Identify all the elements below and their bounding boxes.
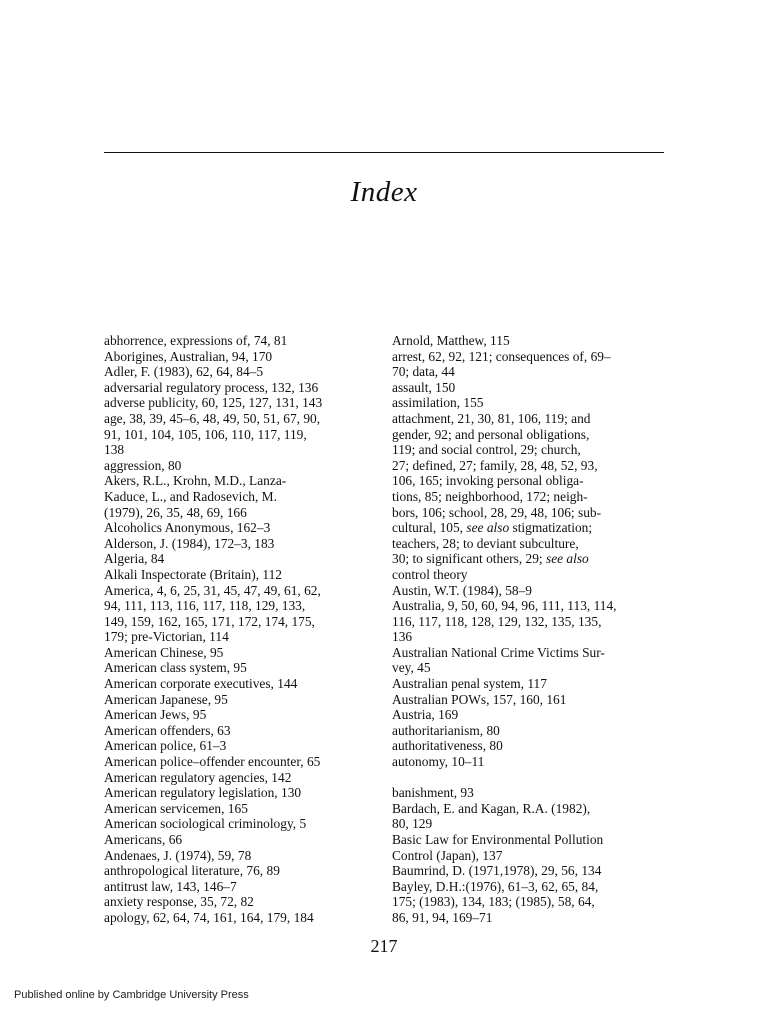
index-entry: American regulatory legislation, 130: [104, 785, 302, 801]
section-gap: [392, 770, 664, 786]
index-entry: apology, 62, 64, 74, 161, 164, 179, 184: [104, 909, 314, 925]
index-entry: American regulatory agencies, 142: [104, 769, 292, 785]
index-column-left: [104, 333, 374, 926]
index-entry: Baumrind, D. (1971,1978), 29, 56, 134: [392, 863, 602, 879]
index-entry: Alkali Inspectorate (Britain), 112: [104, 566, 282, 582]
index-entry: Aborigines, Australian, 94, 170: [104, 348, 273, 364]
index-entry: Akers, R.L., Krohn, M.D., Lanza- Kaduce, L., and Radosevich, M. (1979), 26, 35, 48, 69, 166: [104, 473, 287, 520]
index-entry: Andenaes, J. (1974), 59, 78: [104, 847, 252, 863]
index-entry: American class system, 95: [104, 660, 247, 676]
index-entry: aggression, 80: [104, 457, 182, 473]
page-number: 217: [370, 936, 398, 956]
index-entry: American Chinese, 95: [104, 644, 224, 660]
index-entry: Bardach, E. and Kagan, R.A. (1982), 80, 129: [392, 800, 591, 832]
page-title: Index: [350, 176, 418, 208]
index-entry: American police–offender encounter, 65: [104, 754, 321, 770]
index-entry: Adler, F. (1983), 62, 64, 84–5: [104, 364, 264, 380]
index-entry: American Japanese, 95: [104, 691, 228, 707]
index-entry: banishment, 93: [392, 785, 474, 801]
index-entry: Austin, W.T. (1984), 58–9: [392, 582, 532, 598]
index-entry: Australian National Crime Victims Sur- vey, 45: [392, 644, 605, 676]
index-entry: attachment, 21, 30, 81, 106, 119; and gender, 92; and personal obligations, 119; and social control, 29; church, 27; defined, 27; family, 28, 48, 52, 93, 106, 165; invoking personal obliga- tions, 85; neighborhood, 172; neigh- bors, 106; school, 28, 29, 48, 106; sub- cultural, 105, see also stigmatization; teachers, 28; to deviant subculture, 30; to significant others, 29; see also control theory: [392, 410, 602, 582]
see-also-text: see also: [466, 520, 510, 536]
index-entry: Basic Law for Environmental Pollution Control (Japan), 137: [392, 832, 604, 863]
index-entry: adverse publicity, 60, 125, 127, 131, 143: [104, 395, 323, 411]
index-entry: Alcoholics Anonymous, 162–3: [104, 520, 271, 536]
index-column-right: [392, 333, 664, 926]
index-entry: authoritativeness, 80: [392, 738, 503, 754]
index-entry: autonomy, 10–11: [392, 754, 485, 770]
index-entry: American police, 61–3: [104, 738, 227, 754]
index-entry: Australia, 9, 50, 60, 94, 96, 111, 113, 114, 116, 117, 118, 128, 129, 132, 135, 135, 136: [392, 598, 617, 645]
publisher-footer: Published online by Cambridge University Press: [14, 989, 249, 1001]
index-entry: Algeria, 84: [104, 551, 165, 567]
index-entry: adversarial regulatory process, 132, 136: [104, 379, 319, 395]
index-entry: Alderson, J. (1984), 172–3, 183: [104, 535, 275, 551]
index-entry: anthropological literature, 76, 89: [104, 863, 280, 879]
index-entry: assault, 150: [392, 379, 456, 395]
index-entry: American sociological criminology, 5: [104, 816, 307, 832]
index-entry: America, 4, 6, 25, 31, 45, 47, 49, 61, 62, 94, 111, 113, 116, 117, 118, 129, 133, 149, 159, 162, 165, 171, 172, 174, 175, 179; pre-Victorian, 114: [104, 582, 321, 645]
index-entry: Austria, 169: [392, 707, 459, 723]
index-entry: Arnold, Matthew, 115: [392, 333, 510, 348]
header-rule: [104, 152, 664, 153]
index-entry: age, 38, 39, 45–6, 48, 49, 50, 51, 67, 90, 91, 101, 104, 105, 106, 110, 117, 119, 138: [104, 410, 321, 458]
index-entry: American corporate executives, 144: [104, 676, 298, 692]
index-entry: antitrust law, 143, 146–7: [104, 878, 237, 894]
index-entry: American Jews, 95: [104, 707, 207, 723]
index-entry: abhorrence, expressions of, 74, 81: [104, 333, 288, 348]
index-entry: arrest, 62, 92, 121; consequences of, 69– 70; data, 44: [392, 348, 611, 380]
index-entry: Bayley, D.H.:(1976), 61–3, 62, 65, 84, 175; (1983), 134, 183; (1985), 58, 64, 86, 91, 94, 169–71: [392, 878, 599, 925]
see-also-text: see also: [545, 551, 589, 567]
index-entry: Americans, 66: [104, 832, 183, 847]
index-entry: Australian penal system, 117: [392, 676, 547, 692]
index-entry: anxiety response, 35, 72, 82: [104, 894, 254, 910]
index-entry: American offenders, 63: [104, 722, 231, 738]
index-entry: American servicemen, 165: [104, 800, 248, 816]
index-entry: assimilation, 155: [392, 395, 484, 411]
index-entry: Australian POWs, 157, 160, 161: [392, 691, 567, 707]
index-entry: authoritarianism, 80: [392, 722, 500, 738]
